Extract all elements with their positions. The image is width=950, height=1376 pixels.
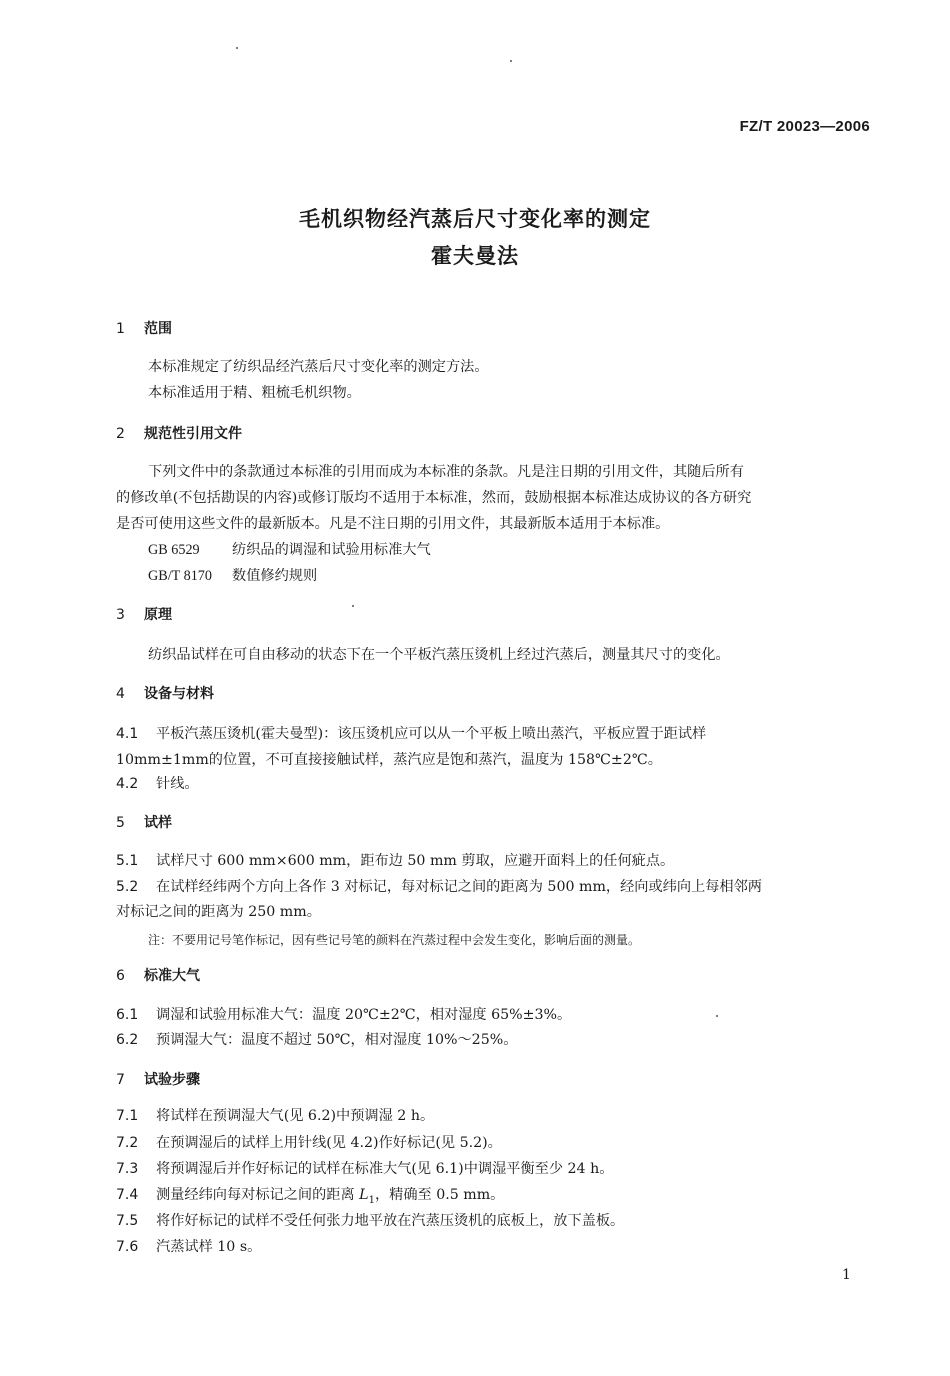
section-number: 2: [116, 426, 125, 442]
reference-item: [148, 566, 317, 586]
document-title: 毛机织物经汽蒸后尺寸变化率的测定: [299, 207, 651, 231]
clause-6-1: [116, 1005, 571, 1025]
paragraph: 本标准适用于精、粗梳毛机织物。: [148, 385, 361, 401]
variable-symbol: L: [359, 1187, 369, 1203]
paragraph: 本标准规定了纺织品经汽蒸后尺寸变化率的测定方法。: [148, 359, 489, 375]
clause-number: 7.2: [116, 1135, 139, 1151]
clause-number: 6.2: [116, 1032, 139, 1048]
clause-7-6: [116, 1237, 261, 1257]
clause-text: 预调湿大气：温度不超过 50℃，相对湿度 10%～25%。: [156, 1032, 518, 1048]
clause-number: 4.1: [116, 726, 139, 742]
paragraph: 纺织品试样在可自由移动的状态下在一个平板汽蒸压烫机上经过汽蒸后，测量其尺寸的变化。: [148, 647, 730, 663]
clause-number: 6.1: [116, 1007, 139, 1023]
clause-text: 汽蒸试样 10 s。: [156, 1239, 262, 1255]
clause-text: 平板汽蒸压烫机(霍夫曼型)：该压烫机应可以从一个平板上喷出蒸汽，平板应置于距试样: [156, 726, 707, 742]
section-title: 规范性引用文件: [144, 426, 242, 442]
clause-number: 7.1: [116, 1108, 139, 1124]
clause-7-3: [116, 1159, 613, 1179]
clause-number: 7.3: [116, 1161, 139, 1177]
clause-continuation: 10mm±1mm的位置，不可直接接触试样，蒸汽应是饱和蒸汽，温度为 158℃±2℃。: [116, 752, 662, 768]
clause-text: 将作好标记的试样不受任何张力地平放在汽蒸压烫机的底板上，放下盖板。: [156, 1213, 625, 1229]
section-number: 7: [116, 1072, 125, 1088]
section-title: 试验步骤: [144, 1072, 200, 1088]
document-subtitle: 霍夫曼法: [431, 244, 519, 268]
clause-text: 针线。: [156, 776, 199, 792]
scan-speck: [236, 47, 238, 49]
reference-item: [148, 540, 431, 560]
clause-7-5: [116, 1211, 624, 1231]
section-heading-principle: [116, 604, 172, 624]
scan-speck: [716, 1015, 718, 1017]
paragraph-line: 是否可使用这些文件的最新版本。凡是不注日期的引用文件，其最新版本适用于本标准。: [116, 516, 670, 532]
clause-number: 5.1: [116, 853, 139, 869]
section-heading-normative-references: [116, 423, 242, 443]
section-heading-equipment: [116, 683, 214, 703]
section-number: 1: [116, 321, 125, 337]
clause-continuation: 对标记之间的距离为 250 mm。: [116, 904, 321, 920]
scan-speck: [352, 605, 354, 607]
section-number: 6: [116, 968, 125, 984]
section-number: 5: [116, 815, 125, 831]
section-number: 4: [116, 686, 125, 702]
paragraph-line: 的修改单(不包括勘误的内容)或修订版均不适用于本标准，然而，鼓励根据本标准达成协议的各方研究: [116, 490, 752, 506]
clause-text: 调湿和试验用标准大气：温度 20℃±2℃，相对湿度 65%±3%。: [156, 1007, 572, 1023]
clause-text: 测量经纬向每对标记之间的距离: [156, 1187, 360, 1203]
section-heading-procedure: [116, 1069, 200, 1089]
clause-5-2: [116, 877, 762, 897]
clause-text: 在预调湿后的试样上用针线(见 4.2)作好标记(见 5.2)。: [156, 1135, 502, 1151]
clause-5-1: [116, 851, 674, 871]
section-title: 试样: [144, 815, 172, 831]
variable-subscript: 1: [368, 1194, 375, 1206]
clause-7-2: [116, 1133, 502, 1153]
paragraph-line: 下列文件中的条款通过本标准的引用而成为本标准的条款。凡是注日期的引用文件，其随后所有: [148, 464, 744, 480]
clause-text-end: ，精确至 0.5 mm。: [374, 1187, 505, 1203]
section-title: 原理: [144, 607, 172, 623]
clause-text: 在试样经纬两个方向上各作 3 对标记，每对标记之间的距离为 500 mm，经向或纬向上每相邻两: [156, 879, 762, 895]
reference-title: 数值修约规则: [232, 568, 318, 584]
section-number: 3: [116, 607, 125, 623]
clause-4-2: [116, 774, 199, 794]
note: 注：不要用记号笔作标记，因有些记号笔的颜料在汽蒸过程中会发生变化，影响后面的测量。: [148, 933, 641, 947]
clause-number: 7.5: [116, 1213, 139, 1229]
clause-number: 4.2: [116, 776, 139, 792]
clause-text: 将试样在预调湿大气(见 6.2)中预调湿 2 h。: [156, 1108, 435, 1124]
clause-7-4: [116, 1185, 504, 1211]
section-title: 设备与材料: [144, 686, 214, 702]
clause-number: 5.2: [116, 879, 139, 895]
clause-7-1: [116, 1106, 434, 1126]
section-heading-atmosphere: [116, 965, 200, 985]
page-number: 1: [842, 1267, 851, 1283]
clause-number: 7.4: [116, 1187, 139, 1203]
clause-text: 将预调湿后并作好标记的试样在标准大气(见 6.1)中调湿平衡至少 24 h。: [156, 1161, 614, 1177]
section-title: 范围: [144, 321, 172, 337]
section-heading-scope: [116, 318, 172, 338]
clause-number: 7.6: [116, 1239, 139, 1255]
clause-text: 试样尺寸 600 mm×600 mm，距布边 50 mm 剪取，应避开面料上的任何疵点。: [156, 853, 675, 869]
reference-code: GB/T 8170: [148, 568, 212, 584]
clause-6-2: [116, 1030, 517, 1050]
reference-title: 纺织品的调湿和试验用标准大气: [232, 542, 431, 558]
standard-code: FZ/T 20023—2006: [739, 118, 870, 135]
clause-4-1: [116, 724, 706, 744]
section-heading-specimen: [116, 812, 172, 832]
section-title: 标准大气: [144, 968, 200, 984]
reference-code: GB 6529: [148, 542, 200, 558]
scan-speck: [510, 60, 512, 62]
